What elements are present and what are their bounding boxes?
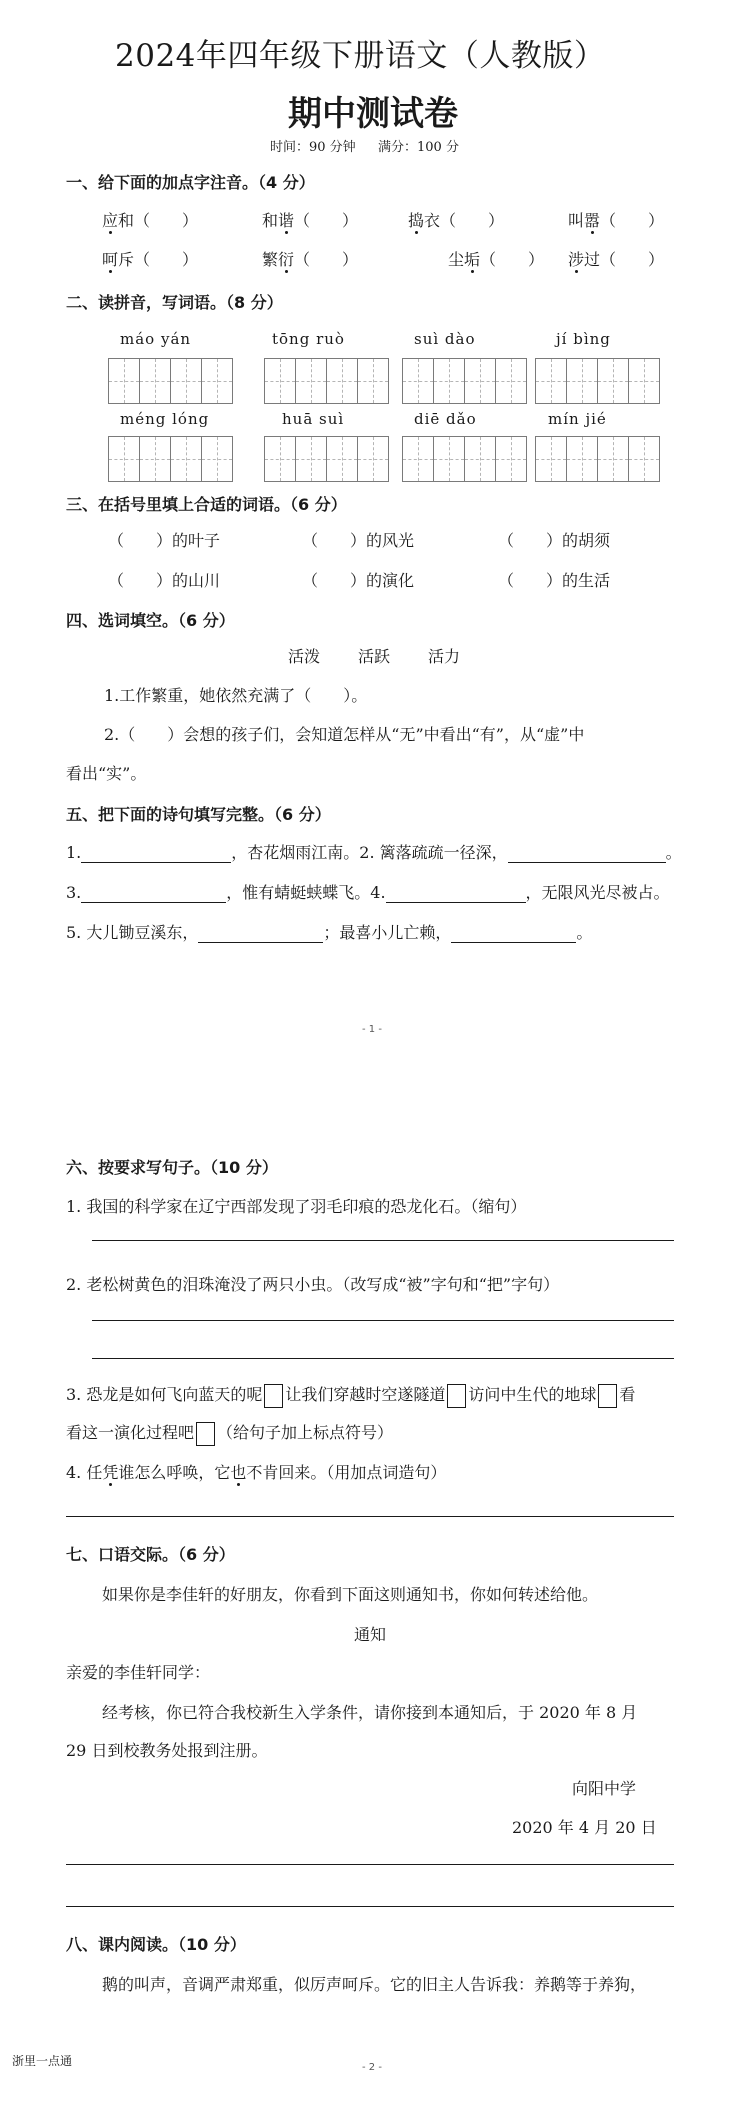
pinyin-label: máo yán: [120, 330, 192, 348]
exam-time: 时间：90 分钟: [270, 140, 356, 155]
punctuation-box[interactable]: [196, 1422, 215, 1446]
answer-blank[interactable]: [81, 845, 231, 863]
poem-line: 1. ，杏花烟雨江南。2. 篱落疏疏一径深， 。: [66, 843, 682, 862]
section-6-heading: 六、按要求写句子。（10 分）: [66, 1158, 278, 1177]
phonetic-item: 和谐（ ）: [262, 211, 359, 230]
phonetic-item: 应和（ ）: [102, 211, 199, 230]
fill-word-item: （ ）的生活: [498, 571, 611, 590]
notice-body: 经考核，你已符合我校新生入学条件，请你接到本通知后，于 2020 年 8 月: [102, 1703, 638, 1722]
section-4-heading: 四、选词填空。（6 分）: [66, 611, 235, 630]
notice-title: 通知: [354, 1625, 387, 1644]
question-text: 1. 我国的科学家在辽宁西部发现了羽毛印痕的恐龙化石。（缩句）: [66, 1197, 527, 1216]
question-text: 4. 任凭谁怎么呼唤，它也不肯回来。（用加点词造句）: [66, 1463, 447, 1482]
pinyin-label: jí bìng: [556, 330, 611, 348]
question-text: 如果你是李佳轩的好朋友，你看到下面这则通知书，你如何转述给他。: [102, 1585, 599, 1604]
writing-grid[interactable]: [402, 358, 527, 404]
punctuation-box[interactable]: [447, 1384, 466, 1408]
poem-line: 3. ，惟有蜻蜓蛱蝶飞。4. ，无限风光尽被占。: [66, 883, 670, 902]
writing-grid[interactable]: [535, 436, 660, 482]
fill-word-item: （ ）的叶子: [108, 531, 221, 550]
notice-salutation: 亲爱的李佳轩同学：: [66, 1663, 211, 1682]
notice-signer: 向阳中学: [572, 1779, 637, 1798]
page-number: - 2 -: [362, 2062, 382, 2073]
word-choice: 活力: [428, 647, 461, 666]
answer-blank[interactable]: [198, 925, 323, 943]
pinyin-label: huā suì: [282, 410, 345, 428]
writing-grid[interactable]: [108, 358, 233, 404]
writing-grid[interactable]: [264, 358, 389, 404]
page-number: - 1 -: [362, 1024, 382, 1035]
question-text: 看出“实”。: [66, 764, 147, 783]
pinyin-label: diē dǎo: [414, 410, 477, 428]
fill-word-item: （ ）的胡须: [498, 531, 611, 550]
document-title: 2024年四年级下册语文（人教版）: [115, 38, 606, 74]
phonetic-item: 繁衍（ ）: [262, 250, 359, 269]
pinyin-label: mín jié: [548, 410, 607, 428]
footer-brand: 浙里一点通: [12, 2054, 73, 2068]
question-text: 3. 恐龙是如何飞向蓝天的呢 让我们穿越时空遂隧道 访问中生代的地球 看: [66, 1382, 635, 1408]
section-1-heading: 一、给下面的加点字注音。（4 分）: [66, 173, 315, 192]
pinyin-label: suì dào: [414, 330, 476, 348]
phonetic-item: 叫嚣（ ）: [568, 211, 665, 230]
notice-body: 29 日到校教务处报到注册。: [66, 1741, 268, 1760]
fill-word-item: （ ）的演化: [302, 571, 415, 590]
answer-line[interactable]: [66, 1516, 674, 1517]
section-2-heading: 二、读拼音，写词语。（8 分）: [66, 293, 283, 312]
punctuation-box[interactable]: [598, 1384, 617, 1408]
phonetic-item: 捣衣（ ）: [408, 211, 505, 230]
writing-grid[interactable]: [108, 436, 233, 482]
section-7-heading: 七、口语交际。（6 分）: [66, 1545, 235, 1564]
section-8-heading: 八、课内阅读。（10 分）: [66, 1935, 246, 1954]
answer-line[interactable]: [92, 1240, 674, 1241]
pinyin-label: méng lóng: [120, 410, 210, 428]
question-text: 1.工作繁重，她依然充满了（ ）。: [104, 686, 368, 705]
fill-word-item: （ ）的山川: [108, 571, 221, 590]
section-3-heading: 三、在括号里填上合适的词语。（6 分）: [66, 495, 347, 514]
answer-line[interactable]: [92, 1320, 674, 1321]
exam-score: 满分：100 分: [378, 140, 459, 155]
phonetic-item: 尘垢（ ）: [448, 250, 545, 269]
poem-line: 5. 大儿锄豆溪东， ；最喜小儿亡赖， 。: [66, 923, 593, 942]
answer-line[interactable]: [66, 1864, 674, 1865]
writing-grid[interactable]: [535, 358, 660, 404]
answer-blank[interactable]: [81, 885, 226, 903]
phonetic-item: 涉过（ ）: [568, 250, 665, 269]
phonetic-item: 呵斥（ ）: [102, 250, 199, 269]
reading-passage: 鹅的叫声，音调严肃郑重，似厉声呵斥。它的旧主人告诉我：养鹅等于养狗，: [102, 1975, 647, 1994]
answer-line[interactable]: [92, 1358, 674, 1359]
writing-grid[interactable]: [264, 436, 389, 482]
answer-blank[interactable]: [508, 845, 666, 863]
writing-grid[interactable]: [402, 436, 527, 482]
question-text: 2. 老松树黄色的泪珠淹没了两只小虫。（改写成“被”字句和“把”字句）: [66, 1275, 560, 1294]
question-text: 看这一演化过程吧 （给句子加上标点符号）: [66, 1420, 393, 1446]
fill-word-item: （ ）的风光: [302, 531, 415, 550]
punctuation-box[interactable]: [264, 1384, 283, 1408]
word-choice: 活跃: [358, 647, 391, 666]
notice-date: 2020 年 4 月 20 日: [512, 1818, 657, 1837]
exam-subtitle: 期中测试卷: [288, 94, 458, 134]
section-5-heading: 五、把下面的诗句填写完整。（6 分）: [66, 805, 331, 824]
pinyin-label: tōng ruò: [272, 330, 345, 348]
answer-line[interactable]: [66, 1906, 674, 1907]
answer-blank[interactable]: [451, 925, 576, 943]
answer-blank[interactable]: [386, 885, 526, 903]
word-choice: 活泼: [288, 647, 321, 666]
question-text: 2.（ ）会想的孩子们，会知道怎样从“无”中看出“有”，从“虚”中: [104, 725, 585, 744]
